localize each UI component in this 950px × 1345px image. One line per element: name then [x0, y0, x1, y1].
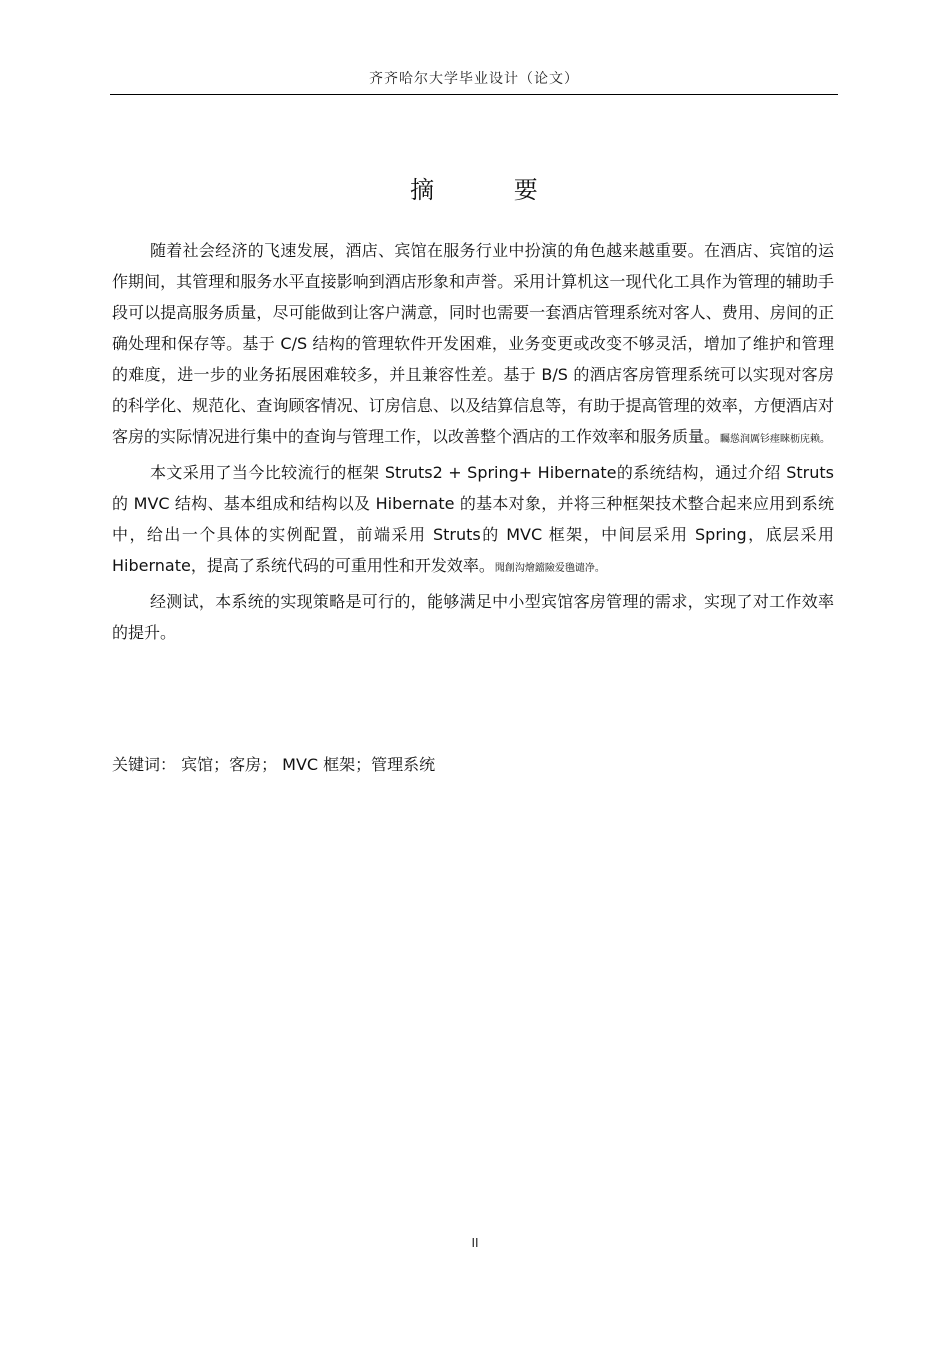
page-number: II — [471, 1236, 479, 1250]
abstract-body — [112, 235, 834, 648]
abstract-title: 摘 要 — [410, 176, 574, 204]
abstract-paragraph-3 — [112, 586, 834, 648]
abstract-paragraph-2 — [112, 457, 834, 584]
paragraph-3-text: 经测试，本系统的实现策略是可行的，能够满足中小型宾馆客房管理的需求，实现了对工作效率的提升。 — [112, 592, 834, 642]
paragraph-1-text: 随着社会经济的飞速发展，酒店、宾馆在服务行业中扮演的角色越来越重要。在酒店、宾馆的运作期间，其管理和服务水平直接影响到酒店形象和声誉。采用计算机这一现代化工具作为管理的辅助手段可以提高服务质量，尽可能做到让客户满意，同时也需要一套酒店管理系统对客人、费用、房间的正确处理和保存等。基于 C/S 结构的管理软件开发困难，业务变更或改变不够灵活，增加了维护和管理的难度，进一步的业务拓展困难较多，并且兼容性差。基于 B/S 的酒店客房管理系统可以实现对客房的科学化、规范化、查询顾客情况、订房信息、以及结算信息等，有助于提高管理的效率，方便酒店对客房的实际情况进行集中的查询与管理工作，以改善整个酒店的工作效率和服务质量。 — [112, 241, 834, 446]
paragraph-1-noise: 矚慫润厲钐瘗睞枥庑赖。 — [720, 434, 831, 445]
paragraph-2-text: 本文采用了当今比较流行的框架 Struts2 + Spring+ Hibernate的系统结构，通过介绍 Struts的 MVC 结构、基本组成和结构以及 Hibernate 的基本对象，并将三种框架技术整合起来应用到系统中，给出一个具体的实例配置，前端采用 Struts的 MVC 框架，中间层采用 Spring，底层采用 Hibernate，提高了系统代码的可重用性和开发效率。 — [112, 463, 834, 575]
header-divider — [110, 94, 838, 95]
paragraph-2-noise: 聞創沟燴鐺險爱氇谴净。 — [494, 563, 605, 574]
page-header: 齐齐哈尔大学毕业设计（论文） — [369, 71, 579, 87]
abstract-paragraph-1 — [112, 235, 834, 455]
keywords-line: 关键词： 宾馆；客房； MVC 框架；管理系统 — [112, 755, 436, 774]
